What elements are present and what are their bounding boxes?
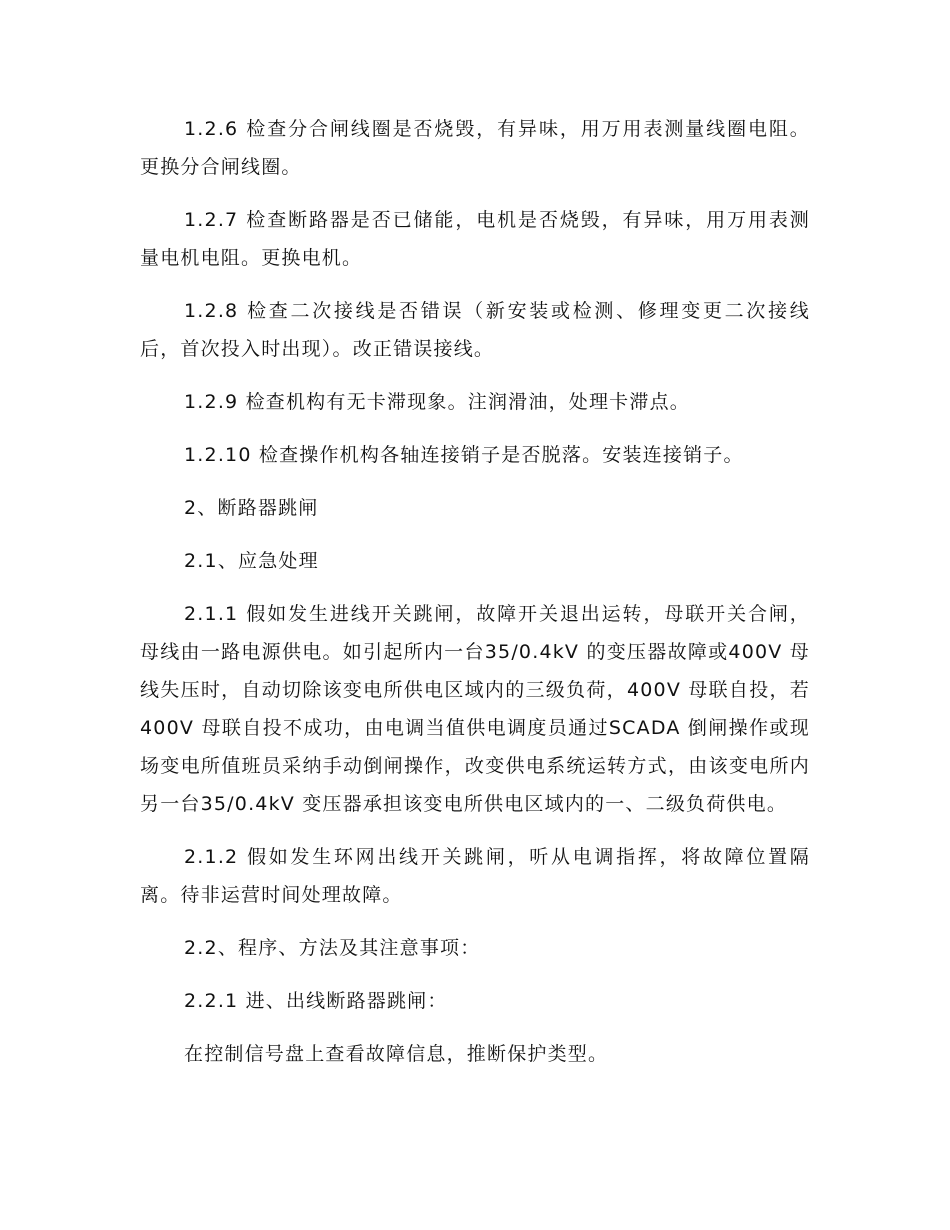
paragraph-1-2-10: 1.2.10 检查操作机构各轴连接销子是否脱落。安装连接销子。 [184, 444, 744, 466]
section-heading-2: 2、断路器跳闸 [184, 497, 319, 519]
paragraph-1-2-6: 1.2.6 检查分合闸线圈是否烧毁，有异味，用万用表测量线圈电阻。更换分合闸线圈。 [140, 118, 810, 178]
document-body [140, 110, 810, 1073]
section-heading-2-1: 2.1、应急处理 [184, 550, 319, 572]
paragraph-1-2-9: 1.2.9 检查机构有无卡滞现象。注润滑油，处理卡滞点。 [184, 391, 690, 413]
paragraph-2-1-1: 2.1.1 假如发生进线开关跳闸，故障开关退出运转，母联开关合闸，母线由一路电源供电。如引起所内一台35/0.4kV 的变压器故障或400V 母线失压时，自动切除该变电所供电区域内的三级负荷，400V 母联自投，若400V 母联自投不成功，由电调当值供电调度员通过SCADA 倒闸操作或现场变电所值班员采纳手动倒闸操作，改变供电系统运转方式，由该变电所内另一台35/0.4kV 变压器承担该变电所供电区域内的一、二级负荷供电。 [140, 603, 810, 815]
paragraph-2-1-2: 2.1.2 假如发生环网出线开关跳闸，听从电调指挥，将故障位置隔离。待非运营时间处理故障。 [140, 846, 810, 906]
paragraph-control-panel: 在控制信号盘上查看故障信息，推断保护类型。 [184, 1043, 609, 1065]
section-heading-2-2-1: 2.2.1 进、出线断路器跳闸： [184, 990, 448, 1012]
section-heading-2-2: 2.2、程序、方法及其注意事项： [184, 937, 481, 959]
paragraph-1-2-8: 1.2.8 检查二次接线是否错误（新安装或检测、修理变更二次接线后，首次投入时出现）。改正错误接线。 [140, 300, 810, 360]
paragraph-1-2-7: 1.2.7 检查断路器是否已储能，电机是否烧毁，有异味，用万用表测量电机电阻。更换电机。 [140, 209, 810, 269]
